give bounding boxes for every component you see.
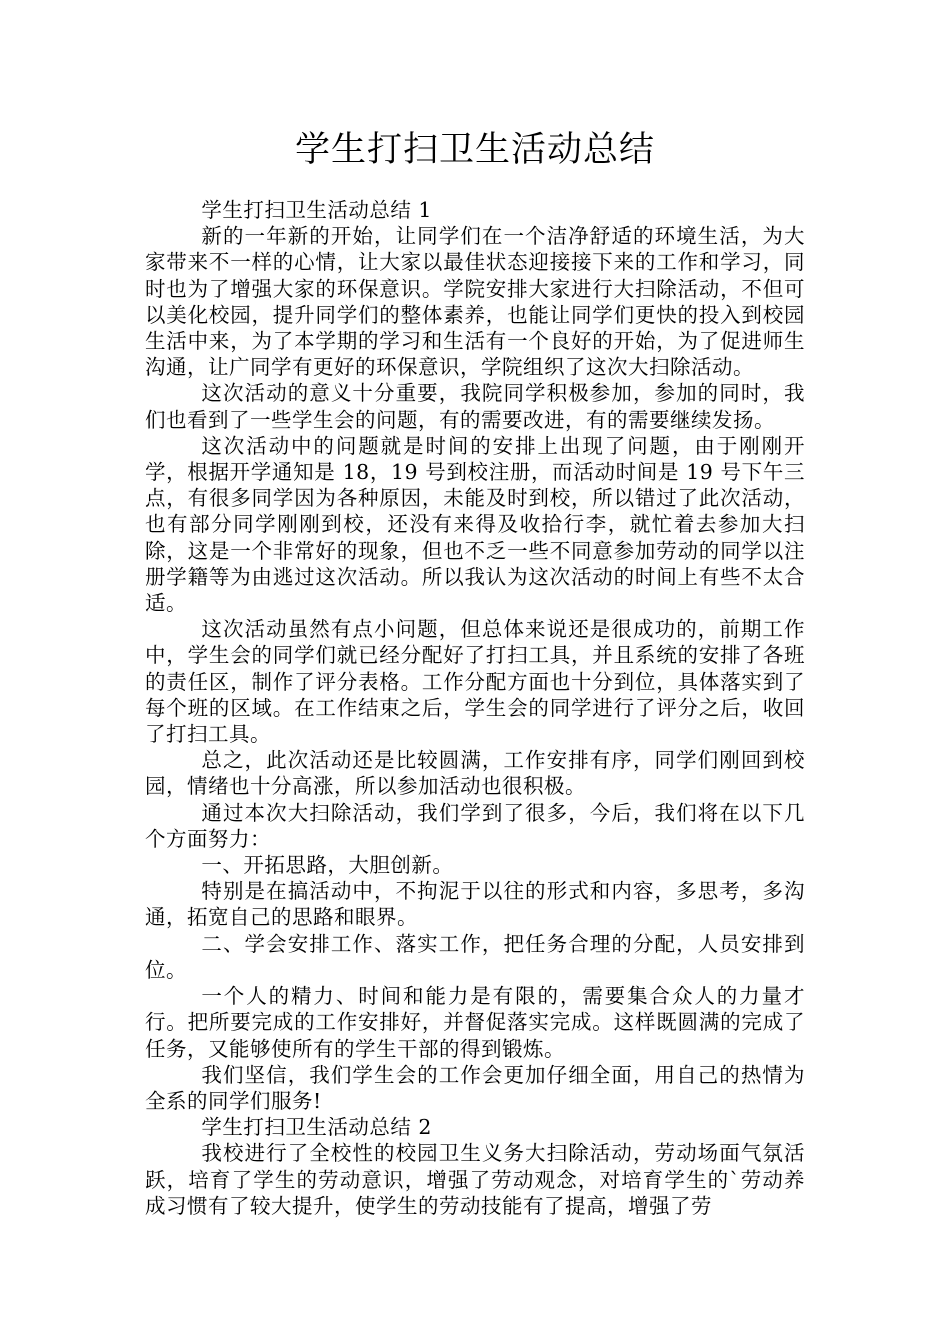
paragraph: 我校进行了全校性的校园卫生义务大扫除活动，劳动场面气氛活跃，培育了学生的劳动意识，增强了劳动观念，对培育学生的`劳动养成习惯有了较大提升，使学生的劳动技能有了提高，增强了劳 (145, 1141, 805, 1218)
document-body (145, 197, 805, 1219)
list-point-1: 一、开拓思路，大胆创新。 (201, 853, 454, 878)
paragraph: 新的一年新的开始，让同学们在一个洁净舒适的环境生活，为大家带来不一样的心情，让大家以最佳状态迎接接下来的工作和学习，同时也为了增强大家的环保意识。学院安排大家进行大扫除活动，不但可以美化校园，提升同学们的整体素养，也能让同学们更快的投入到校园生活中来，为了本学期的学习和生活有一个良好的开始，为了促进师生沟通，让广同学有更好的环保意识，学院组织了这次大扫除活动。 (145, 224, 805, 380)
paragraph: 一个人的精力、时间和能力是有限的，需要集合众人的力量才行。把所要完成的工作安排好，并督促落实完成。这样既圆满的完成了任务，又能够使所有的学生干部的得到锻炼。 (145, 984, 805, 1061)
list-point-2: 二、学会安排工作、落实工作，把任务合理的分配，人员安排到位。 (145, 931, 805, 982)
paragraph: 这次活动虽然有点小问题，但总体来说还是很成功的，前期工作中，学生会的同学们就已经分配好了打扫工具，并且系统的安排了各班的责任区，制作了评分表格。工作分配方面也十分到位，具体落实到了每个班的区域。在工作结束之后，学生会的同学进行了评分之后，收回了打扫工具。 (145, 617, 805, 747)
paragraph: 这次活动中的问题就是时间的安排上出现了问题，由于刚刚开学，根据开学通知是 18，19 号到校注册，而活动时间是 19 号下午三点，有很多同学因为各种原因，未能及时到校，所以错过了此次活动，也有部分同学刚刚到校，还没有来得及收拾行李，就忙着去参加大扫除，这是一个非常好的现象，但也不乏一些不同意参加劳动的同学以注册学籍等为由逃过这次活动。所以我认为这次活动的时间上有些不太合适。 (145, 433, 805, 616)
paragraph: 特别是在搞活动中，不拘泥于以往的形式和内容，多思考，多沟通，拓宽自己的思路和眼界。 (145, 879, 805, 930)
document-title: 学生打扫卫生活动总结 (294, 130, 655, 170)
paragraph: 通过本次大扫除活动，我们学到了很多，今后，我们将在以下几个方面努力： (145, 800, 805, 851)
section-heading-2: 学生打扫卫生活动总结 2 (201, 1115, 432, 1140)
paragraph: 这次活动的意义十分重要，我院同学积极参加，参加的同时，我们也看到了一些学生会的问题，有的需要改进，有的需要继续发扬。 (145, 381, 805, 432)
paragraph: 总之，此次活动还是比较圆满，工作安排有序，同学们刚回到校园，情绪也十分高涨，所以参加活动也很积极。 (145, 748, 805, 799)
section-heading-1: 学生打扫卫生活动总结 1 (201, 198, 432, 222)
paragraph: 我们坚信，我们学生会的工作会更加仔细全面，用自己的热情为全系的同学们服务! (145, 1062, 805, 1113)
